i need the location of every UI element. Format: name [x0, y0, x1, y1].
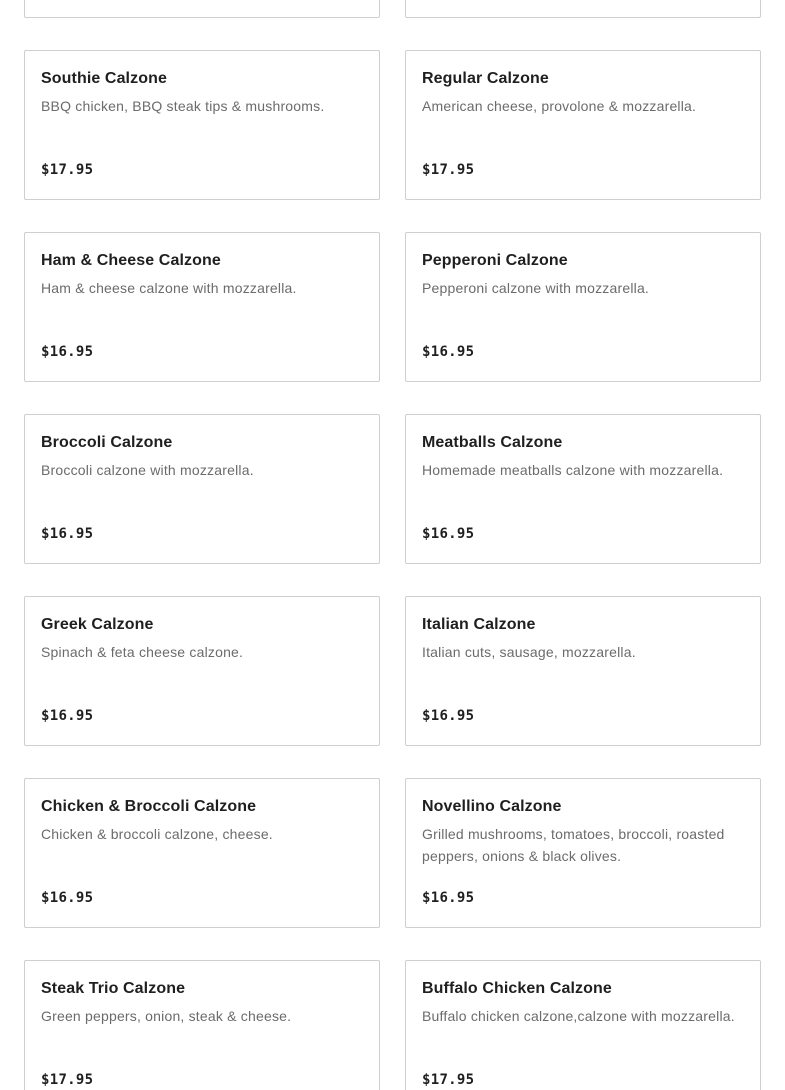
menu-item-description: Grilled mushrooms, tomatoes, broccoli, roasted peppers, onions & black olives.: [422, 826, 725, 864]
menu-item-price: $16.95: [422, 890, 475, 906]
menu-item-card[interactable]: [405, 960, 761, 1090]
menu-item-description: BBQ chicken, BBQ steak tips & mushrooms.: [41, 98, 325, 114]
menu-item-description: Green peppers, onion, steak & cheese.: [41, 1008, 292, 1024]
menu-item-name: Ham & Cheese Calzone: [41, 252, 221, 269]
menu-item-price: $16.95: [41, 526, 94, 542]
menu-items-grid: [24, 0, 761, 1090]
menu-item-name: Novellino Calzone: [422, 798, 562, 815]
menu-item-name: Steak Trio Calzone: [41, 980, 186, 997]
menu-item-price: $16.95: [422, 526, 475, 542]
menu-item-card[interactable]: [405, 596, 761, 746]
menu-item-name: Meatballs Calzone: [422, 434, 563, 451]
menu-item-card[interactable]: [24, 778, 380, 928]
menu-item-card[interactable]: [405, 414, 761, 564]
menu-item-name: Regular Calzone: [422, 70, 549, 87]
menu-item-card[interactable]: [24, 960, 380, 1090]
menu-item-card[interactable]: [405, 0, 761, 18]
menu-item-card[interactable]: [24, 414, 380, 564]
menu-item-description: Italian cuts, sausage, mozzarella.: [422, 644, 636, 660]
menu-item-description: Buffalo chicken calzone,calzone with mozzarella.: [422, 1008, 735, 1024]
menu-item-description: Homemade meatballs calzone with mozzarella.: [422, 462, 724, 478]
menu-item-price: $16.95: [41, 890, 94, 906]
menu-item-name: Italian Calzone: [422, 616, 536, 633]
menu-item-name: Southie Calzone: [41, 70, 167, 87]
menu-item-card[interactable]: [24, 596, 380, 746]
menu-item-description: Broccoli calzone with mozzarella.: [41, 462, 254, 478]
menu-item-price: $17.95: [422, 162, 475, 178]
menu-item-card[interactable]: [405, 778, 761, 928]
menu-item-price: $17.95: [41, 162, 94, 178]
menu-item-description: Ham & cheese calzone with mozzarella.: [41, 280, 297, 296]
menu-item-card[interactable]: [24, 50, 380, 200]
menu-item-price: $16.95: [422, 708, 475, 724]
menu-item-card[interactable]: [24, 0, 380, 18]
menu-item-price: $17.95: [422, 1072, 475, 1088]
menu-item-description: Spinach & feta cheese calzone.: [41, 644, 244, 660]
menu-item-card[interactable]: [405, 232, 761, 382]
menu-item-description: Chicken & broccoli calzone, cheese.: [41, 826, 273, 842]
menu-item-name: Buffalo Chicken Calzone: [422, 980, 612, 997]
menu-item-card[interactable]: [24, 232, 380, 382]
menu-item-name: Chicken & Broccoli Calzone: [41, 798, 257, 815]
menu-item-price: $17.95: [41, 1072, 94, 1088]
menu-item-description: Pepperoni calzone with mozzarella.: [422, 280, 650, 296]
menu-item-name: Broccoli Calzone: [41, 434, 173, 451]
menu-item-name: Pepperoni Calzone: [422, 252, 568, 269]
menu-item-name: Greek Calzone: [41, 616, 154, 633]
menu-item-price: $16.95: [41, 708, 94, 724]
menu-item-description: American cheese, provolone & mozzarella.: [422, 98, 697, 114]
menu-item-card[interactable]: [405, 50, 761, 200]
menu-item-price: $16.95: [41, 344, 94, 360]
menu-item-price: $16.95: [422, 344, 475, 360]
